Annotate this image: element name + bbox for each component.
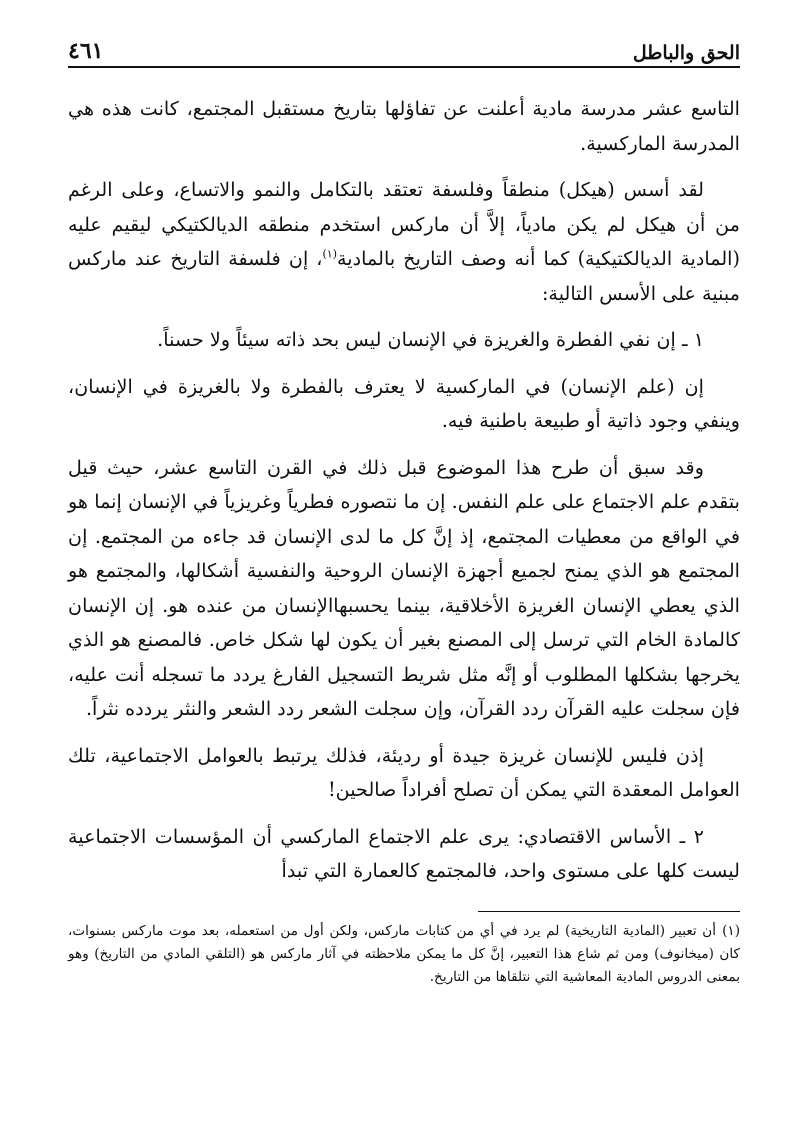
body-text <box>68 92 740 889</box>
footnote-number: (١) <box>722 922 740 939</box>
paragraph-1: التاسع عشر مدرسة مادية أعلنت عن تفاؤلها بتاريخ مستقبل المجتمع، كانت هذه هي المدرسة الماركسية. <box>68 97 740 155</box>
paragraph-2-part-2: ، إن فلسفة التاريخ عند ماركس مبنية على الأسس التالية: <box>68 247 740 305</box>
paragraph-2 <box>68 173 740 311</box>
page-number: ٤٦١ <box>68 38 104 64</box>
footnote-divider <box>478 911 740 912</box>
footnote-text: أن تعبير (المادية التاريخية) لم يرد في أي من كتابات ماركس، ولكن أول من استعمله، بعد موت ماركس بسنوات، كان (ميخانوف) ومن ثم شاع هذا التعبير، إنَّ كل ما يمكن ملاحظته في آثار ماركس هو (التلقي المادي من التاريخ) وهو بمعنى الدروس المادية المعاشية التي نتلقاها من التاريخ. <box>68 922 740 985</box>
paragraph-4: إن (علم الإنسان) في الماركسية لا يعترف بالفطرة ولا بالغريزة في الإنسان، وينفي وجود ذاتية أو طبيعة باطنية فيه. <box>68 374 740 432</box>
footnote-reference[interactable]: (١) <box>322 247 338 261</box>
paragraph-5: وقد سبق أن طرح هذا الموضوع قبل ذلك في القرن التاسع عشر، حيث قيل بتقدم علم الاجتماع على علم النفس. إن ما نتصوره فطرياً وغريزياً في الإنسان إنما هو في الواقع من معطيات المجتمع، إذ إنَّ كل ما لدى الإنسان قد جاءه من المجتمع. إن المجتمع هو الذي يمنح لجميع أجهزة الإنسان الروحية والنفسية أشكالها، والمجتمع هو الذي يعطي الإنسان الغريزة الأخلاقية، بينما يحسبهاالإنسان من عنده هو. إن الإنسان كالمادة الخام التي ترسل إلى المصنع بغير أن يكون لها شكل خاص. فالمصنع هو الذي يخرجها بشكلها المطلوب أو إنَّه مثل شريط التسجيل الفارغ يردد ما تسجله أنت عليه، فإن سجلت عليه القرآن ردد القرآن، وإن سجلت الشعر ردد الشعر والنثر يردده نثراً. <box>68 455 740 720</box>
footnotes <box>68 920 740 989</box>
footnote-1 <box>68 920 740 989</box>
paragraph-7: ٢ ـ الأساس الاقتصادي: يرى علم الاجتماع الماركسي أن المؤسسات الاجتماعية ليست كلها على مستوى واحد، فالمجتمع كالعمارة التي تبدأ <box>68 824 740 882</box>
running-title: الحق والباطل <box>632 42 740 64</box>
book-page <box>68 30 740 989</box>
paragraph-6: إذن فليس للإنسان غريزة جيدة أو رديئة، فذلك يرتبط بالعوامل الاجتماعية، تلك العوامل المعقدة التي يمكن أن تصلح أفراداً صالحين! <box>68 743 740 801</box>
page-header <box>68 30 740 68</box>
paragraph-2-part-1: لقد أسس (هيكل) منطقاً وفلسفة تعتقد بالتكامل والنمو والاتساع، وعلى الرغم من أن هيكل لم يكن مادياً، إلاَّ أن ماركس استخدم منطقه الديالكتيكي ليقيم عليه (المادية الديالكتيكية) كما أنه وصف التاريخ بالمادية <box>68 178 740 270</box>
paragraph-3: ١ ـ إن نفي الفطرة والغريزة في الإنسان ليس بحد ذاته سيئاً ولا حسناً. <box>157 328 704 351</box>
